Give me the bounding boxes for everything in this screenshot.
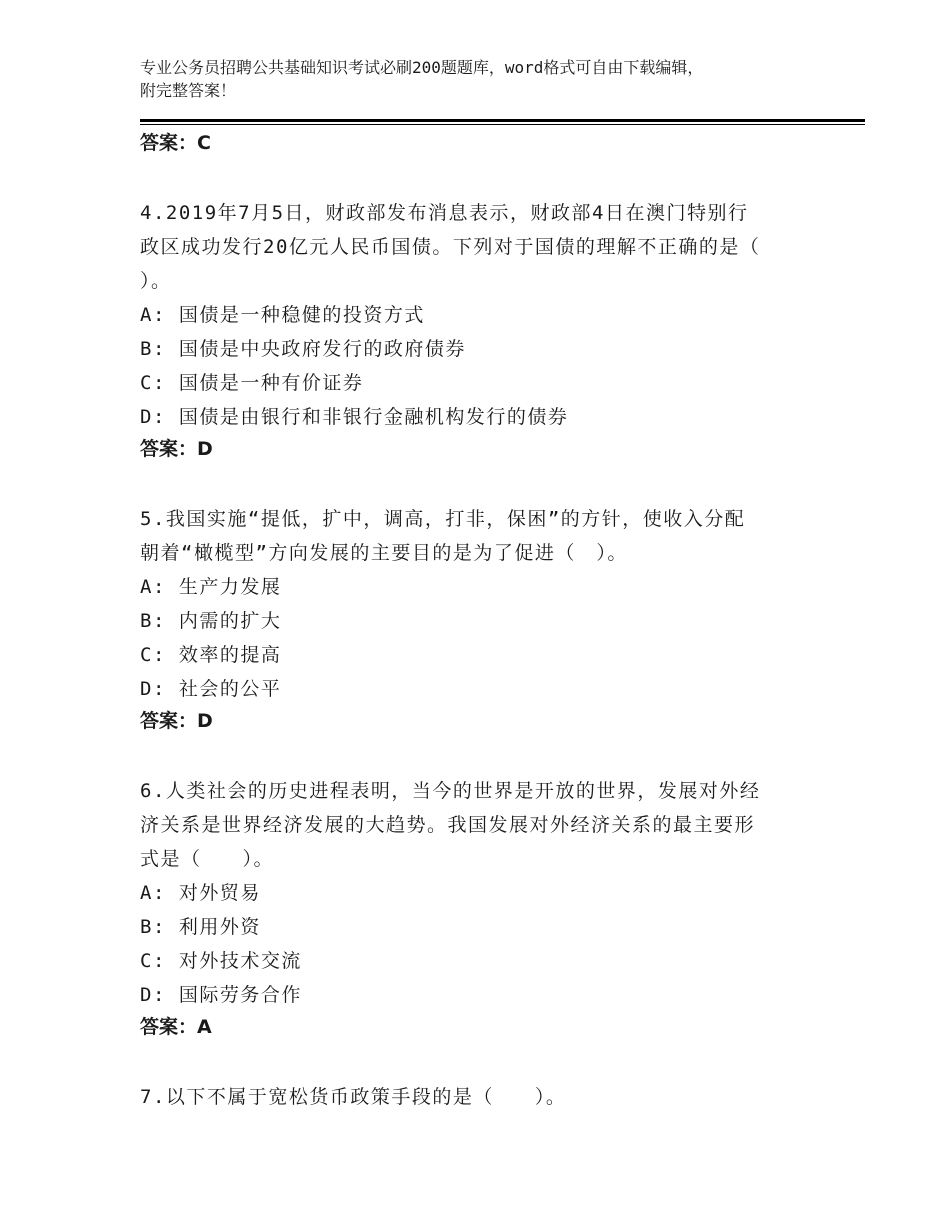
header-rule-thin <box>140 124 865 125</box>
option-c <box>140 366 840 400</box>
option-c <box>140 638 840 672</box>
question-stem-line: 式是（ ）。 <box>140 848 275 870</box>
option-c <box>140 944 840 978</box>
option-text: 国债是一种有价证券 <box>178 372 364 394</box>
question-stem-line: 7.以下不属于宽松货币政策手段的是（ ）。 <box>140 1086 567 1108</box>
header-line-1: 专业公务员招聘公共基础知识考试必刷200题题库，word格式可自由下载编辑， <box>140 58 704 77</box>
option-text: 内需的扩大 <box>178 610 282 632</box>
option-text: 社会的公平 <box>178 678 282 700</box>
option-key: B: <box>140 338 166 360</box>
option-key: B: <box>140 916 166 938</box>
question-6 <box>140 774 840 1042</box>
option-d <box>140 978 840 1012</box>
question-stem-line: 5.我国实施“提低，扩中，调高，打非，保困”的方针，使收入分配 <box>140 508 746 530</box>
option-key: C: <box>140 950 166 972</box>
option-a <box>140 876 840 910</box>
answer-label: 答案：A <box>140 1016 212 1038</box>
option-a <box>140 298 840 332</box>
option-text: 效率的提高 <box>178 644 282 666</box>
page-header <box>140 56 840 102</box>
option-key: C: <box>140 372 166 394</box>
option-d <box>140 672 840 706</box>
question-4 <box>140 196 840 464</box>
question-content <box>140 128 840 1114</box>
option-text: 国债是由银行和非银行金融机构发行的债券 <box>178 406 569 428</box>
option-text: 国际劳务合作 <box>178 984 302 1006</box>
answer-label: 答案：C <box>140 132 211 154</box>
option-key: D: <box>140 406 166 428</box>
option-key: A: <box>140 882 166 904</box>
option-key: A: <box>140 576 166 598</box>
option-text: 对外贸易 <box>178 882 261 904</box>
question-stem-line: 4.2019年7月5日，财政部发布消息表示，财政部4日在澳门特别行 <box>140 202 749 224</box>
option-b <box>140 604 840 638</box>
question-stem-line: 济关系是世界经济发展的大趋势。我国发展对外经济关系的最主要形 <box>140 814 756 836</box>
question-stem-line: 政区成功发行20亿元人民币国债。下列对于国债的理解不正确的是（ <box>140 236 761 258</box>
option-text: 利用外资 <box>178 916 261 938</box>
option-key: D: <box>140 984 166 1006</box>
option-text: 国债是中央政府发行的政府债券 <box>178 338 466 360</box>
option-key: A: <box>140 304 166 326</box>
option-text: 生产力发展 <box>178 576 282 598</box>
question-stem-line: 6.人类社会的历史进程表明，当今的世界是开放的世界，发展对外经 <box>140 780 761 802</box>
question-7 <box>140 1080 840 1114</box>
answer-label: 答案：D <box>140 438 213 460</box>
option-b <box>140 910 840 944</box>
answer-label: 答案：D <box>140 710 213 732</box>
header-line-2: 附完整答案！ <box>140 81 237 100</box>
option-key: B: <box>140 610 166 632</box>
option-text: 对外技术交流 <box>178 950 302 972</box>
option-d <box>140 400 840 434</box>
option-key: C: <box>140 644 166 666</box>
question-stem-line: 朝着“橄榄型”方向发展的主要目的是为了促进（ ）。 <box>140 542 628 564</box>
header-rule-thick <box>140 119 865 122</box>
option-key: D: <box>140 678 166 700</box>
option-b <box>140 332 840 366</box>
option-text: 国债是一种稳健的投资方式 <box>178 304 425 326</box>
question-5 <box>140 502 840 736</box>
option-a <box>140 570 840 604</box>
question-stem-line: ）。 <box>140 270 172 292</box>
